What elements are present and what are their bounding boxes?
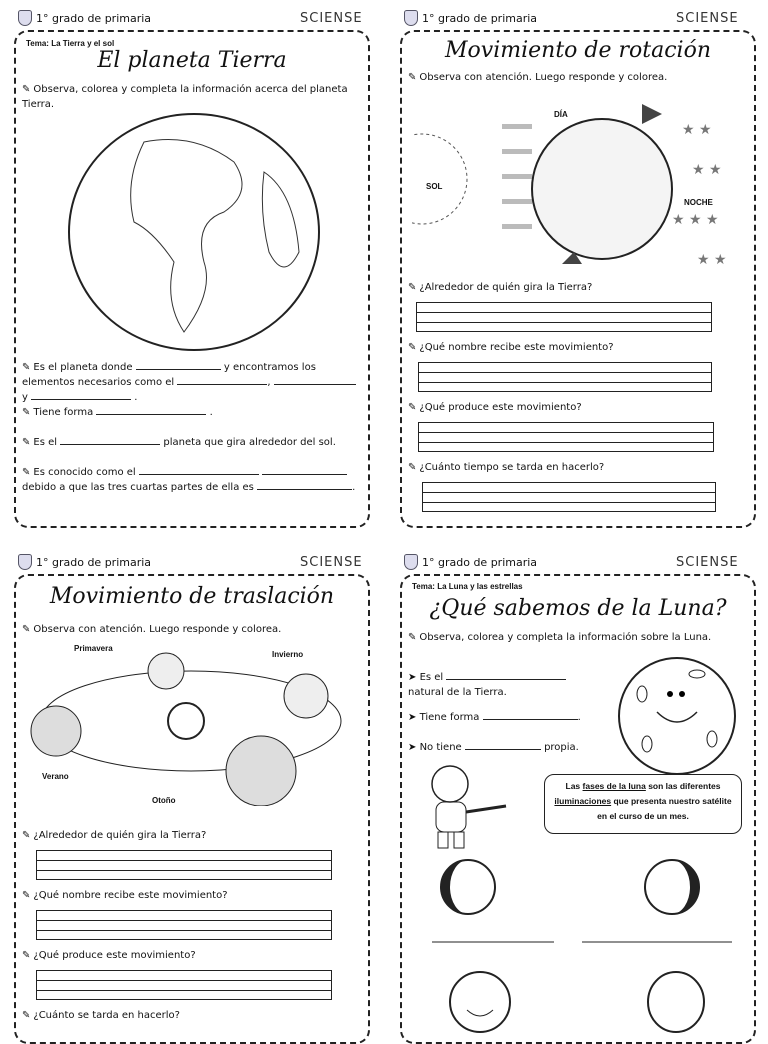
answer-blank[interactable] — [274, 375, 356, 385]
answer-lines[interactable] — [418, 422, 714, 452]
question-text: y — [22, 392, 28, 403]
answer-lines[interactable] — [36, 850, 332, 880]
moon-phases-info-bubble — [544, 774, 742, 834]
worksheet-title: El planeta Tierra — [97, 48, 287, 73]
question-text: Es el planeta donde — [33, 362, 133, 373]
autumn-label: Otoño — [152, 796, 176, 805]
question-2 — [408, 340, 614, 355]
pencil-icon: ✎ — [22, 84, 31, 95]
worksheet-title: Movimiento de traslación — [49, 584, 335, 609]
subject-label: SCIENSE — [300, 11, 363, 26]
moon-phases-illustration — [432, 852, 732, 1042]
question-text: ¿Alrededor de quién gira la Tierra? — [419, 282, 593, 293]
question-2: ➤ Tiene forma . — [408, 712, 581, 723]
answer-lines[interactable] — [416, 302, 712, 332]
header-grade — [404, 7, 537, 29]
instruction — [408, 70, 667, 85]
question-text: Tiene forma — [419, 712, 480, 723]
answer-blank[interactable] — [139, 465, 259, 475]
question-2 — [22, 888, 228, 903]
question-text: ¿Qué nombre recibe este movimiento? — [33, 890, 228, 901]
svg-text:★ ★: ★ ★ — [682, 122, 712, 138]
question-text: ¿Qué nombre recibe este movimiento? — [419, 342, 614, 353]
worksheet-traslacion — [14, 574, 370, 1044]
pencil-icon: ✎ — [408, 72, 417, 83]
question-1 — [22, 828, 206, 843]
grade-label: 1° grado de primaria — [36, 555, 152, 569]
header-grade — [18, 7, 151, 29]
instruction-text: Observa con atención. Luego responde y colorea. — [33, 624, 282, 635]
pencil-icon: ✎ — [408, 462, 417, 473]
instruction — [408, 630, 711, 645]
topic-label: Tema: La Tierra y el sol — [26, 39, 115, 48]
header-grade — [404, 551, 537, 573]
worksheet-title: ¿Qué sabemos de la Luna? — [429, 596, 727, 621]
svg-text:★ ★: ★ ★ — [697, 252, 727, 268]
question-3 — [408, 400, 582, 415]
question-text: No tiene — [419, 742, 462, 753]
bubble-text: Las — [565, 781, 583, 791]
question-text: y encontramos los elementos necesarios como el — [22, 362, 316, 388]
answer-lines[interactable] — [422, 482, 716, 512]
question-3 — [22, 435, 336, 450]
bubble-highlight: fases de la luna — [582, 781, 646, 791]
question-text: Tiene forma — [33, 407, 94, 418]
question-text: propia. — [544, 742, 579, 753]
pencil-icon: ✎ — [22, 950, 31, 961]
header-grade — [18, 551, 151, 573]
instruction-text: Observa, colorea y completa la información sobre la Luna. — [419, 632, 712, 643]
question-1: ➤ Es el natural de la Tierra. — [408, 670, 598, 700]
school-crest-icon — [404, 554, 418, 570]
instruction — [22, 82, 362, 112]
answer-lines[interactable] — [36, 910, 332, 940]
instruction — [22, 622, 281, 637]
pencil-icon: ✎ — [22, 362, 31, 373]
orbit-illustration — [26, 646, 356, 806]
pencil-icon: ✎ — [22, 624, 31, 635]
answer-lines[interactable] — [36, 970, 332, 1000]
subject-label: SCIENSE — [676, 11, 739, 26]
answer-blank[interactable] — [96, 405, 206, 415]
question-4 — [22, 1008, 180, 1023]
pencil-icon: ✎ — [22, 890, 31, 901]
pencil-icon: ✎ — [22, 1010, 31, 1021]
worksheet-title: Movimiento de rotación — [445, 38, 711, 63]
svg-text:★ ★: ★ ★ — [692, 162, 722, 178]
question-3: ➤ No tiene propia. — [408, 742, 579, 753]
pencil-icon: ✎ — [408, 282, 417, 293]
worksheet-rotacion — [400, 30, 756, 528]
worksheet-luna — [400, 574, 756, 1044]
question-text: Es el — [419, 672, 444, 683]
question-4: ✎ Es conocido como el debido a que las tres cuartas partes de ella es . — [22, 467, 356, 493]
instruction-text: Observa, colorea y completa la información acerca del planeta Tierra. — [22, 84, 348, 110]
night-label: NOCHE — [684, 198, 713, 207]
winter-label: Invierno — [272, 650, 304, 659]
pencil-icon: ✎ — [22, 437, 31, 448]
answer-blank[interactable] — [31, 390, 131, 400]
question-text: ¿Alrededor de quién gira la Tierra? — [33, 830, 207, 841]
bubble-highlight: iluminaciones — [554, 796, 612, 806]
question-text: ¿Cuánto se tarda en hacerlo? — [33, 1010, 180, 1021]
question-text: Es conocido como el — [33, 467, 136, 478]
grade-label: 1° grado de primaria — [36, 11, 152, 25]
day-label: DÍA — [554, 110, 568, 119]
school-crest-icon — [18, 10, 32, 26]
question-text: planeta que gira alrededor del sol. — [163, 437, 336, 448]
question-text: ¿Qué produce este movimiento? — [33, 950, 196, 961]
answer-blank[interactable] — [262, 465, 347, 475]
question-text: ¿Qué produce este movimiento? — [419, 402, 582, 413]
pencil-icon: ✎ — [22, 467, 31, 478]
bubble-text: que presenta nuestro satélite en el curso de un mes. — [597, 796, 732, 821]
answer-blank[interactable] — [136, 360, 221, 370]
svg-text:★ ★ ★: ★ ★ ★ — [672, 212, 719, 228]
school-crest-icon — [18, 554, 32, 570]
grade-label: 1° grado de primaria — [422, 11, 538, 25]
question-2: ✎ Tiene forma . — [22, 407, 213, 418]
school-crest-icon — [404, 10, 418, 26]
spring-label: Primavera — [74, 644, 113, 653]
answer-lines[interactable] — [418, 362, 712, 392]
instruction-text: Observa con atención. Luego responde y colorea. — [419, 72, 668, 83]
pencil-icon: ✎ — [408, 632, 417, 643]
answer-blank[interactable] — [446, 670, 566, 680]
earth-globe-illustration — [64, 112, 324, 352]
answer-blank[interactable] — [177, 375, 267, 385]
question-text: ¿Cuánto tiempo se tarda en hacerlo? — [419, 462, 605, 473]
topic-label: Tema: La Luna y las estrellas — [412, 582, 523, 591]
question-4 — [408, 460, 604, 475]
question-text: debido a que las tres cuartas partes de ella es — [22, 482, 254, 493]
question-3 — [22, 948, 196, 963]
answer-blank[interactable] — [483, 710, 578, 720]
pencil-icon: ✎ — [408, 342, 417, 353]
summer-label: Verano — [42, 772, 69, 781]
pencil-icon: ✎ — [22, 830, 31, 841]
question-1 — [408, 280, 592, 295]
astronaut-illustration — [410, 762, 514, 852]
answer-blank[interactable] — [257, 480, 352, 490]
question-text: Es el — [33, 437, 58, 448]
grade-label: 1° grado de primaria — [422, 555, 538, 569]
subject-label: SCIENSE — [676, 555, 739, 570]
pencil-icon: ✎ — [408, 402, 417, 413]
worksheet-planeta-tierra — [14, 30, 370, 528]
answer-blank[interactable] — [60, 435, 160, 445]
answer-blank[interactable] — [465, 740, 541, 750]
pencil-icon: ✎ — [22, 407, 31, 418]
rotation-illustration — [412, 94, 752, 274]
question-1: ✎ Es el planeta donde y encontramos los elementos necesarios como el , y . — [22, 360, 362, 405]
question-text: natural de la Tierra. — [408, 687, 507, 698]
smiling-moon-illustration — [602, 654, 752, 784]
sun-label: SOL — [426, 182, 443, 191]
bubble-text: son las diferentes — [645, 781, 721, 791]
subject-label: SCIENSE — [300, 555, 363, 570]
